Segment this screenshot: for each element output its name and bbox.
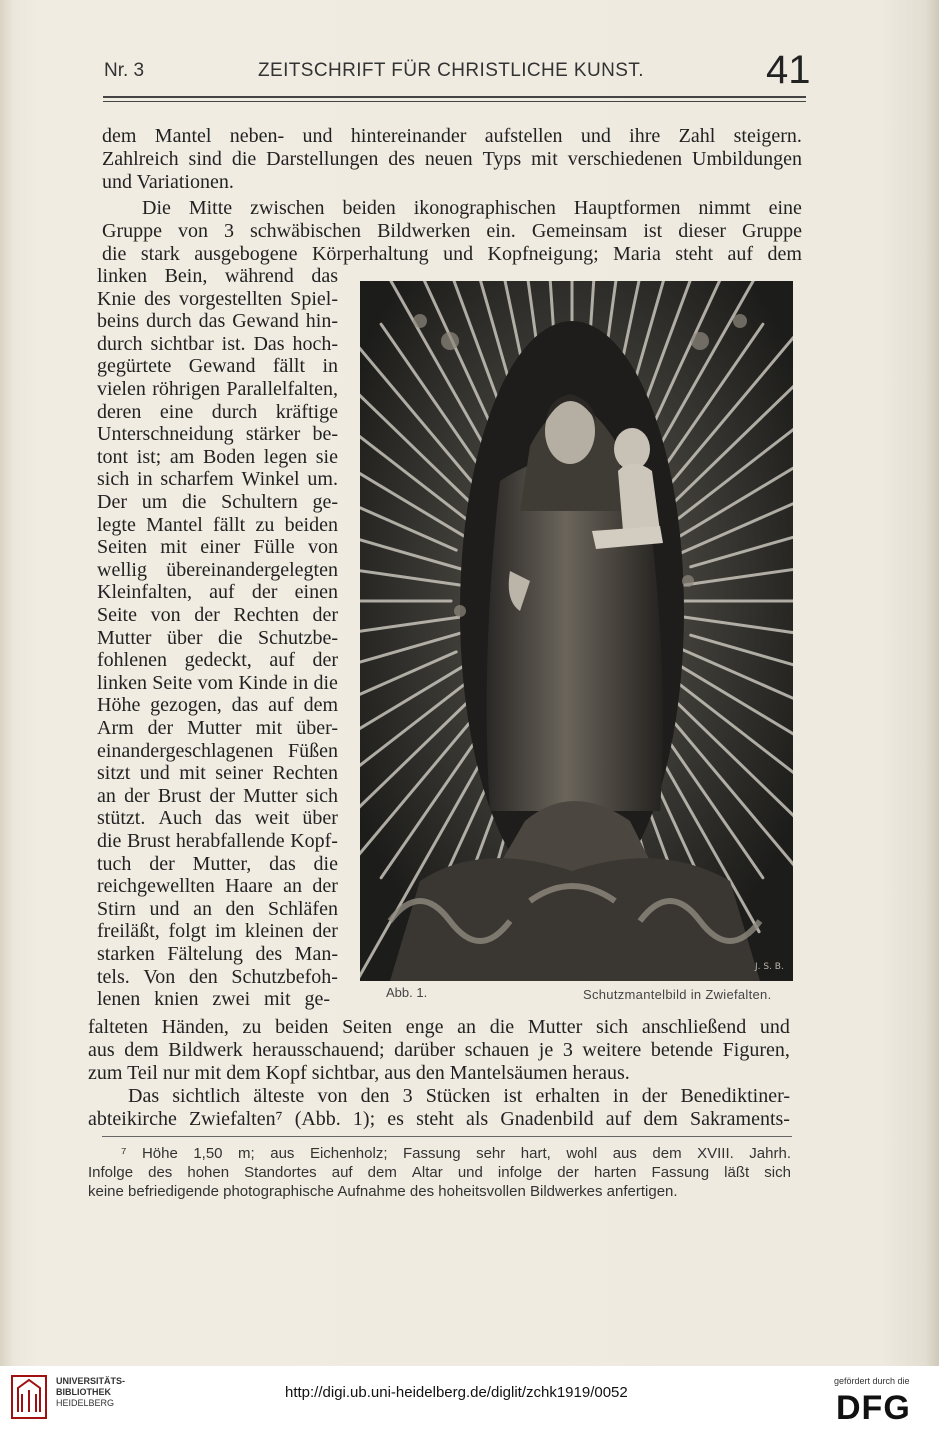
page-number: 41 (766, 48, 811, 92)
text-line: einandergeschlagenen Füßen (97, 739, 338, 762)
text-line: aus dem Bildwerk herausschauend; darüber schauen je 3 weitere betende Figuren, (88, 1039, 790, 1061)
text-line: tuch der Mutter, das die (97, 852, 338, 875)
university-line-1: UNIVERSITÄTS- (56, 1376, 126, 1386)
text-line: Zahlreich sind die Darstellungen des neuen Typs mit verschiedenen Umbildungen (102, 148, 802, 170)
text-line: falteten Händen, zu beiden Seiten enge an die Mutter sich anschließend und (88, 1016, 790, 1038)
journal-title: ZEITSCHRIFT FÜR CHRISTLICHE KUNST. (258, 60, 644, 81)
text-line: lenen knien zwei mit ge- (97, 988, 330, 1011)
text-line: Kleinfalten, auf der einen (97, 581, 338, 604)
text-line: Unterschneidung stärker be- (97, 423, 338, 446)
text-line: deren eine durch kräftige (97, 400, 338, 423)
funding-note: gefördert durch die (834, 1376, 910, 1386)
text-line: Das sichtlich älteste von den 3 Stücken ist erhalten in der Benediktiner- (128, 1085, 790, 1107)
madonna-illustration (360, 281, 793, 981)
text-line: tels. Von den Schutzbefoh- (97, 965, 338, 988)
text-line: Mutter über die Schutzbe- (97, 626, 338, 649)
madonna-photograph (360, 281, 793, 981)
text-line: linken Bein, während das (97, 265, 338, 287)
text-line: reichgewellten Haare an der (97, 875, 338, 898)
text-line: zum Teil nur mit dem Kopf sichtbar, aus den Mantelsäumen heraus. (88, 1062, 630, 1084)
text-line: linken Seite vom Kinde in die (97, 671, 338, 694)
source-url-link[interactable]: http://digi.ub.uni-heidelberg.de/diglit/zchk1919/0052 (285, 1384, 628, 1401)
text-line: durch sichtbar ist. Das hoch- (97, 332, 338, 355)
text-line: Seite von der Rechten der (97, 604, 338, 626)
text-line: Der um die Schultern ge- (97, 491, 338, 513)
text-line: wellig übereinandergelegten (97, 558, 338, 581)
photographer-mark: J. S. B. (755, 962, 784, 972)
footnote-rule (102, 1136, 792, 1137)
text-line: Knie des vorgestellten Spiel- (97, 287, 338, 310)
text-line: stützt. Auch das weit über (97, 807, 338, 830)
issue-number: Nr. 3 (104, 60, 145, 81)
text-line: Höhe gezogen, das auf dem (97, 694, 338, 717)
footnote-line: keine befriedigende photographische Aufnahme des hoheitsvollen Bildwerkes anfertigen. (88, 1183, 678, 1200)
text-line: beins durch das Gewand hin- (97, 310, 338, 333)
text-line: Die Mitte zwischen beiden ikonographischen Hauptformen nimmt eine (142, 197, 802, 219)
header-rule-thin (103, 101, 806, 102)
figure-label: Abb. 1. (386, 985, 428, 1000)
text-line: Seiten mit einer Fülle von (97, 536, 338, 559)
text-line: legte Mantel fällt zu beiden (97, 513, 338, 536)
text-line: die stark ausgebogene Körperhaltung und Kopfneigung; Maria steht auf dem (102, 243, 802, 265)
university-library-logo-icon (10, 1372, 48, 1422)
text-line: dem Mantel neben- und hintereinander aufstellen und ihre Zahl steigern. (102, 125, 802, 147)
text-line: Arm der Mutter mit über- (97, 717, 338, 739)
text-line: Stirn und an den Schläfen (97, 897, 338, 920)
dfg-logo: DFG (836, 1389, 911, 1427)
text-line: an der Brust der Mutter sich (97, 784, 338, 807)
text-line: freiläßt, folgt im kleinen der (97, 920, 338, 943)
university-line-3: HEIDELBERG (56, 1398, 115, 1408)
text-line: die Brust herabfallende Kopf- (97, 830, 338, 852)
text-line: starken Fältelung des Man- (97, 943, 338, 965)
footnote-line: Infolge des hohen Standortes auf dem Altar und infolge der harten Fassung läßt sich (88, 1164, 791, 1181)
text-line: fohlenen gedeckt, auf der (97, 649, 338, 672)
text-line: und Variationen. (102, 171, 234, 193)
text-line: tont ist; am Boden legen sie (97, 445, 338, 468)
text-line: gegürtete Gewand fällt in (97, 355, 338, 378)
university-line-2: BIBLIOTHEK (56, 1387, 111, 1397)
text-line: Gruppe von 3 schwäbischen Bildwerken ein. Gemeinsam ist dieser Gruppe (102, 220, 802, 242)
footnote-line: ⁷ Höhe 1,50 m; aus Eichenholz; Fassung sehr hart, wohl aus dem XVIII. Jahrh. (121, 1145, 791, 1162)
text-line: abteikirche Zwiefalten⁷ (Abb. 1); es steht als Gnadenbild auf dem Sakraments- (88, 1108, 790, 1130)
text-line: sitzt und mit seiner Rechten (97, 762, 338, 785)
text-line: vielen röhrigen Parallelfalten, (97, 378, 338, 400)
figure-caption: Schutzmantelbild in Zwiefalten. (583, 987, 772, 1002)
university-name (56, 1376, 125, 1409)
header-rule (103, 96, 806, 98)
text-line: sich in scharfem Winkel um. (97, 468, 338, 491)
